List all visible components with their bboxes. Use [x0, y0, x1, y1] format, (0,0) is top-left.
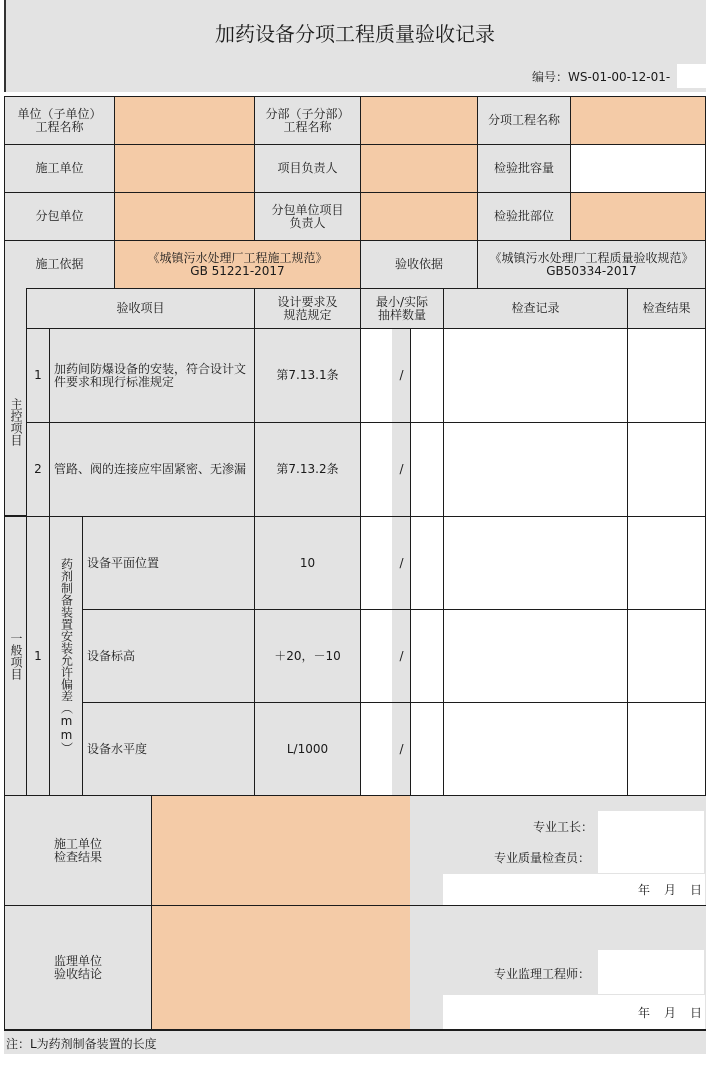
- document-number-input[interactable]: [677, 64, 706, 88]
- column-header-result: 检查结果: [627, 288, 706, 329]
- general-row-3-actual-sample[interactable]: [410, 702, 444, 796]
- general-row-1-min-sample[interactable]: [360, 516, 393, 610]
- foreman-sign-field[interactable]: [598, 811, 704, 873]
- general-row-2-record[interactable]: [443, 609, 628, 703]
- sub-project-manager-label: 分包单位项目 负责人: [254, 192, 361, 241]
- general-group-label: 药剂制备装置安装允许偏差（mm）: [49, 516, 83, 796]
- general-row-2-actual-sample[interactable]: [410, 609, 444, 703]
- main-row-2-result[interactable]: [627, 422, 706, 517]
- construction-basis-value: 《城镇污水处理厂工程施工规范》 GB 51221-2017: [114, 240, 361, 289]
- subitem-value[interactable]: [570, 96, 706, 145]
- batch-capacity-label: 检验批容量: [477, 144, 571, 193]
- batch-location-value[interactable]: [570, 192, 706, 241]
- general-row-3-result[interactable]: [627, 702, 706, 796]
- main-row-2-design: 第7.13.2条: [254, 422, 361, 517]
- general-row-2-design: ＋20，－10: [254, 609, 361, 703]
- general-row-2-text: 设备标高: [82, 609, 255, 703]
- construction-check-label: 施工单位 检查结果: [4, 795, 152, 906]
- main-row-1-design: 第7.13.1条: [254, 328, 361, 423]
- main-row-1-slash: /: [392, 328, 411, 423]
- general-row-3-text: 设备水平度: [82, 702, 255, 796]
- general-label: 一般项目: [4, 516, 27, 796]
- general-row-3-slash: /: [392, 702, 411, 796]
- main-row-2-record[interactable]: [443, 422, 628, 517]
- general-row-3-design: L/1000: [254, 702, 361, 796]
- main-row-2-min-sample[interactable]: [360, 422, 393, 517]
- unit-project-value[interactable]: [114, 96, 255, 145]
- column-header-item: 验收项目: [26, 288, 255, 329]
- general-row-1-text: 设备平面位置: [82, 516, 255, 610]
- main-row-1-text: 加药间防爆设备的安装，符合设计文件要求和现行标准规定: [49, 328, 255, 423]
- footnote: 注：L为药剂制备装置的长度: [6, 1037, 157, 1051]
- subcontractor-label: 分包单位: [4, 192, 115, 241]
- general-row-1-slash: /: [392, 516, 411, 610]
- supervision-engineer-label: 专业监理工程师：: [494, 967, 591, 981]
- column-header-design: 设计要求及 规范规定: [254, 288, 361, 329]
- general-row-2-min-sample[interactable]: [360, 609, 393, 703]
- general-row-no: 1: [26, 516, 50, 796]
- subitem-label: 分项工程名称: [477, 96, 571, 145]
- construction-check-content[interactable]: [151, 795, 411, 906]
- main-row-1-no: 1: [26, 328, 50, 423]
- quality-inspector-label: 专业质量检查员：: [494, 851, 591, 865]
- acceptance-basis-label: 验收依据: [360, 240, 478, 289]
- document-number: 编号：WS-01-00-12-01-: [532, 70, 671, 84]
- column-header-record: 检查记录: [443, 288, 628, 329]
- general-row-2-result[interactable]: [627, 609, 706, 703]
- general-row-1-design: 10: [254, 516, 361, 610]
- main-row-2-actual-sample[interactable]: [410, 422, 444, 517]
- batch-location-label: 检验批部位: [477, 192, 571, 241]
- division-label: 分部（子分部） 工程名称: [254, 96, 361, 145]
- acceptance-basis-value: 《城镇污水处理厂工程质量验收规范》 GB50334-2017: [477, 240, 706, 289]
- constructor-label: 施工单位: [4, 144, 115, 193]
- main-row-1-actual-sample[interactable]: [410, 328, 444, 423]
- main-row-1-min-sample[interactable]: [360, 328, 393, 423]
- project-manager-label: 项目负责人: [254, 144, 361, 193]
- main-control-label: 主控项目: [4, 288, 27, 516]
- supervision-content[interactable]: [151, 905, 411, 1030]
- foreman-label: 专业工长：: [533, 820, 594, 834]
- supervision-date: 年 月 日: [638, 1006, 704, 1020]
- general-row-2-slash: /: [392, 609, 411, 703]
- main-row-2-text: 管路、阀的连接应牢固紧密、无渗漏: [49, 422, 255, 517]
- batch-capacity-value[interactable]: [570, 144, 706, 193]
- subcontractor-value[interactable]: [114, 192, 255, 241]
- general-row-3-min-sample[interactable]: [360, 702, 393, 796]
- general-row-1-record[interactable]: [443, 516, 628, 610]
- general-row-3-record[interactable]: [443, 702, 628, 796]
- construction-date: 年 月 日: [638, 883, 704, 897]
- main-row-1-record[interactable]: [443, 328, 628, 423]
- division-value[interactable]: [360, 96, 478, 145]
- main-row-1-result[interactable]: [627, 328, 706, 423]
- project-manager-value[interactable]: [360, 144, 478, 193]
- main-row-2-slash: /: [392, 422, 411, 517]
- general-row-1-result[interactable]: [627, 516, 706, 610]
- construction-basis-label: 施工依据: [4, 240, 115, 289]
- constructor-value[interactable]: [114, 144, 255, 193]
- main-row-2-no: 2: [26, 422, 50, 517]
- supervision-label: 监理单位 验收结论: [4, 905, 152, 1030]
- unit-project-label: 单位（子单位） 工程名称: [4, 96, 115, 145]
- column-header-sample: 最小/实际 抽样数量: [360, 288, 444, 329]
- sub-project-manager-value[interactable]: [360, 192, 478, 241]
- general-row-1-actual-sample[interactable]: [410, 516, 444, 610]
- supervision-engineer-sign-field[interactable]: [598, 950, 704, 994]
- page-title: 加药设备分项工程质量验收记录: [215, 22, 495, 46]
